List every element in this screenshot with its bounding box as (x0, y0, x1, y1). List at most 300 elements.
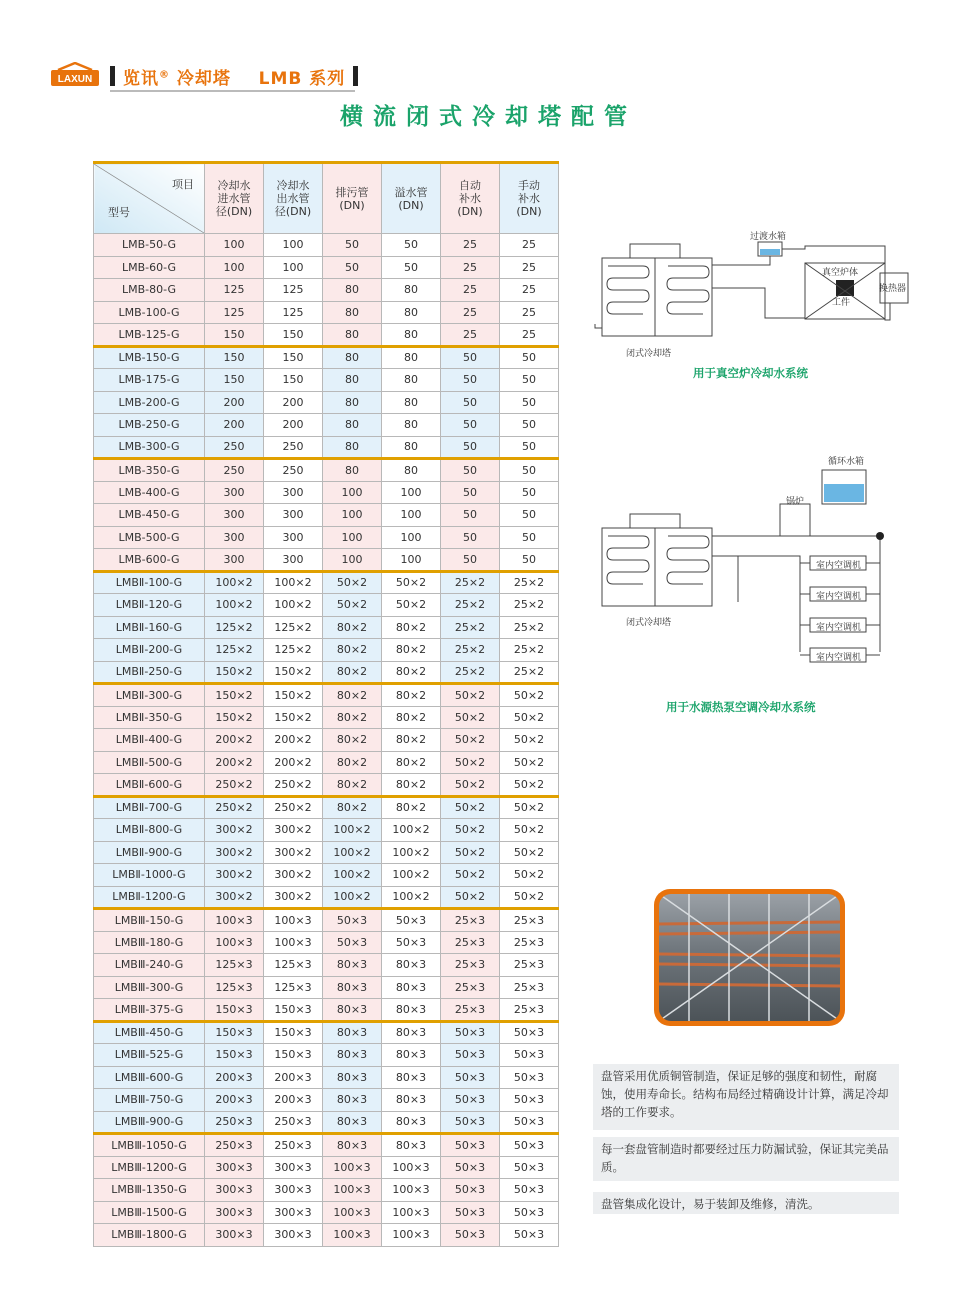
model-cell: LMBⅡ-1000-G (94, 864, 205, 887)
value-cell: 80 (323, 391, 382, 414)
value-cell: 50×3 (441, 1134, 500, 1157)
brand-heading (110, 62, 358, 90)
furnace-label: 真空炉体 (822, 268, 859, 278)
value-cell: 25 (441, 234, 500, 257)
table-row (94, 1201, 559, 1224)
model-cell: LMB-175-G (94, 369, 205, 392)
value-cell: 200×3 (205, 1066, 264, 1089)
value-cell: 50 (500, 459, 559, 482)
value-cell: 80×3 (323, 999, 382, 1022)
value-cell: 80×3 (323, 1134, 382, 1157)
model-cell: LMB-500-G (94, 526, 205, 549)
transition-tank-label: 过渡水箱 (750, 232, 787, 242)
table-row (94, 819, 559, 842)
value-cell: 125 (205, 279, 264, 302)
table-row (94, 504, 559, 527)
model-cell: LMBⅢ-450-G (94, 1021, 205, 1044)
value-cell: 25 (441, 279, 500, 302)
value-cell: 125×2 (264, 639, 323, 662)
value-cell: 100 (382, 526, 441, 549)
value-cell: 80×2 (323, 706, 382, 729)
value-cell: 100×2 (264, 571, 323, 594)
value-cell: 100×2 (264, 594, 323, 617)
value-cell: 125×3 (264, 954, 323, 977)
value-cell: 50×2 (441, 819, 500, 842)
value-cell: 200 (205, 414, 264, 437)
value-cell: 100 (323, 481, 382, 504)
corner-model-label: 型号 (108, 206, 130, 219)
value-cell: 125×3 (205, 954, 264, 977)
value-cell: 50×2 (441, 729, 500, 752)
note-coil-material: 盘管采用优质铜管制造，保证足够的强度和韧性，耐腐蚀，使用寿命长。结构布局经过精确设计计算，满足冷却塔的工作要求。 (593, 1064, 899, 1130)
model-cell: LMBⅢ-180-G (94, 931, 205, 954)
value-cell: 100 (205, 234, 264, 257)
value-cell: 50 (382, 256, 441, 279)
value-cell: 80×3 (323, 976, 382, 999)
model-cell: LMB-150-G (94, 346, 205, 369)
model-cell: LMBⅡ-800-G (94, 819, 205, 842)
value-cell: 125 (205, 301, 264, 324)
value-cell: 300 (205, 504, 264, 527)
table-row (94, 1021, 559, 1044)
brand-bar-right (353, 66, 358, 86)
value-cell: 200×2 (205, 729, 264, 752)
value-cell: 250×3 (205, 1134, 264, 1157)
brand-name: 览讯 (123, 68, 159, 89)
value-cell: 80 (323, 459, 382, 482)
value-cell: 125 (264, 301, 323, 324)
value-cell: 50×3 (441, 1021, 500, 1044)
value-cell: 250×2 (205, 774, 264, 797)
value-cell: 200 (264, 414, 323, 437)
value-cell: 50×3 (441, 1066, 500, 1089)
table-row (94, 369, 559, 392)
value-cell: 300 (264, 481, 323, 504)
table-row (94, 279, 559, 302)
ac-unit-label-3: 室内空调机 (816, 623, 862, 633)
value-cell: 80 (382, 436, 441, 459)
value-cell: 200 (264, 391, 323, 414)
value-cell: 250×3 (264, 1134, 323, 1157)
value-cell: 250 (205, 436, 264, 459)
value-cell: 100×3 (205, 931, 264, 954)
value-cell: 80×2 (323, 751, 382, 774)
heat-pump-diagram (590, 452, 920, 684)
value-cell: 300 (205, 549, 264, 572)
value-cell: 150 (264, 324, 323, 347)
value-cell: 80×2 (382, 751, 441, 774)
value-cell: 50 (441, 504, 500, 527)
value-cell: 50 (382, 234, 441, 257)
value-cell: 125 (264, 279, 323, 302)
value-cell: 80×3 (382, 1044, 441, 1067)
value-cell: 100 (205, 256, 264, 279)
model-cell: LMBⅡ-400-G (94, 729, 205, 752)
table-row (94, 256, 559, 279)
model-cell: LMBⅢ-525-G (94, 1044, 205, 1067)
coil-photo-image (659, 894, 840, 1021)
table-row (94, 234, 559, 257)
table-row (94, 931, 559, 954)
value-cell: 100 (323, 549, 382, 572)
value-cell: 50×2 (441, 706, 500, 729)
value-cell: 80×2 (382, 616, 441, 639)
value-cell: 50×3 (441, 1044, 500, 1067)
value-cell: 25×2 (441, 661, 500, 684)
value-cell: 100×3 (264, 931, 323, 954)
table-row (94, 549, 559, 572)
value-cell: 50×3 (441, 1179, 500, 1202)
value-cell: 50×2 (441, 684, 500, 707)
value-cell: 150×3 (205, 999, 264, 1022)
value-cell: 50 (500, 369, 559, 392)
value-cell: 100×2 (205, 571, 264, 594)
value-cell: 50 (441, 526, 500, 549)
value-cell: 80×2 (323, 774, 382, 797)
value-cell: 80×3 (382, 1066, 441, 1089)
table-row (94, 841, 559, 864)
value-cell: 25×3 (441, 931, 500, 954)
value-cell: 300×3 (205, 1156, 264, 1179)
column-header: 冷却水 进水管 径(DN) (205, 163, 264, 234)
value-cell: 50×2 (441, 751, 500, 774)
value-cell: 80×3 (382, 1089, 441, 1112)
value-cell: 25×3 (500, 954, 559, 977)
value-cell: 100×3 (323, 1201, 382, 1224)
value-cell: 100×2 (382, 841, 441, 864)
value-cell: 300 (264, 549, 323, 572)
model-cell: LMB-100-G (94, 301, 205, 324)
model-cell: LMBⅢ-1800-G (94, 1224, 205, 1247)
value-cell: 80×3 (382, 1111, 441, 1134)
corner-item-label: 项目 (172, 178, 194, 191)
model-cell: LMBⅢ-1350-G (94, 1179, 205, 1202)
value-cell: 125×3 (264, 976, 323, 999)
brand-text (115, 64, 353, 89)
value-cell: 125×3 (205, 976, 264, 999)
value-cell: 80×3 (323, 1089, 382, 1112)
value-cell: 300×3 (205, 1224, 264, 1247)
value-cell: 100×2 (382, 864, 441, 887)
model-cell: LMB-250-G (94, 414, 205, 437)
value-cell: 150 (205, 346, 264, 369)
table-row (94, 684, 559, 707)
table-row (94, 1044, 559, 1067)
column-header: 排污管 (DN) (323, 163, 382, 234)
value-cell: 300 (264, 504, 323, 527)
value-cell: 50 (441, 459, 500, 482)
value-cell: 50×2 (441, 796, 500, 819)
table-row (94, 1224, 559, 1247)
value-cell: 300×2 (264, 886, 323, 909)
value-cell: 80 (323, 324, 382, 347)
value-cell: 50 (323, 256, 382, 279)
value-cell: 50×3 (500, 1134, 559, 1157)
value-cell: 125×2 (205, 639, 264, 662)
laxun-logo (50, 62, 100, 88)
value-cell: 80×3 (382, 976, 441, 999)
value-cell: 80 (382, 279, 441, 302)
value-cell: 300×3 (264, 1224, 323, 1247)
value-cell: 150 (205, 324, 264, 347)
value-cell: 80×2 (323, 796, 382, 819)
value-cell: 80 (382, 346, 441, 369)
value-cell: 80×3 (323, 1111, 382, 1134)
table-row (94, 1089, 559, 1112)
value-cell: 150 (205, 369, 264, 392)
value-cell: 250×3 (205, 1111, 264, 1134)
model-cell: LMBⅢ-375-G (94, 999, 205, 1022)
model-cell: LMBⅡ-250-G (94, 661, 205, 684)
value-cell: 25×2 (441, 616, 500, 639)
heat-pump-schematic (590, 452, 920, 684)
value-cell: 80 (382, 459, 441, 482)
value-cell: 25×3 (441, 976, 500, 999)
value-cell: 50 (500, 436, 559, 459)
tower-label-1: 闭式冷却塔 (626, 349, 672, 359)
model-cell: LMBⅢ-150-G (94, 909, 205, 932)
value-cell: 300 (264, 526, 323, 549)
value-cell: 50×3 (441, 1089, 500, 1112)
value-cell: 250 (205, 459, 264, 482)
value-cell: 100×2 (323, 864, 382, 887)
model-cell: LMB-450-G (94, 504, 205, 527)
model-cell: LMBⅡ-600-G (94, 774, 205, 797)
table-row (94, 886, 559, 909)
value-cell: 50×3 (500, 1111, 559, 1134)
value-cell: 25 (500, 234, 559, 257)
value-cell: 80 (323, 279, 382, 302)
value-cell: 50 (323, 234, 382, 257)
value-cell: 100×2 (323, 886, 382, 909)
value-cell: 50×3 (500, 1021, 559, 1044)
value-cell: 100 (382, 481, 441, 504)
note-integrated-design: 盘管集成化设计，易于装卸及维修，清洗。 (593, 1192, 899, 1214)
table-row (94, 346, 559, 369)
value-cell: 50×3 (441, 1111, 500, 1134)
value-cell: 300×2 (264, 841, 323, 864)
value-cell: 50×2 (441, 886, 500, 909)
value-cell: 50 (441, 481, 500, 504)
vacuum-furnace-schematic (590, 228, 920, 363)
table-row (94, 706, 559, 729)
value-cell: 100×2 (382, 819, 441, 842)
value-cell: 25×2 (441, 639, 500, 662)
circulation-tank-label: 循环水箱 (828, 457, 865, 467)
value-cell: 50×2 (500, 751, 559, 774)
value-cell: 25×3 (500, 931, 559, 954)
value-cell: 50 (500, 526, 559, 549)
model-cell: LMBⅡ-300-G (94, 684, 205, 707)
value-cell: 100 (382, 549, 441, 572)
value-cell: 50×3 (500, 1201, 559, 1224)
table-row (94, 661, 559, 684)
note-pressure-test: 每一套盘管制造时都要经过压力防漏试验，保证其完美品质。 (593, 1137, 899, 1181)
table-row (94, 639, 559, 662)
table-row (94, 1179, 559, 1202)
value-cell: 25×2 (441, 594, 500, 617)
value-cell: 200 (205, 391, 264, 414)
corner-header (94, 163, 205, 234)
value-cell: 300×2 (205, 819, 264, 842)
value-cell: 150 (264, 346, 323, 369)
value-cell: 25 (500, 279, 559, 302)
table-row (94, 796, 559, 819)
table-row (94, 729, 559, 752)
value-cell: 300×3 (264, 1156, 323, 1179)
table-row (94, 301, 559, 324)
tower-label-2: 闭式冷却塔 (626, 618, 672, 628)
value-cell: 50×3 (500, 1089, 559, 1112)
value-cell: 100 (323, 526, 382, 549)
value-cell: 80 (382, 391, 441, 414)
value-cell: 50×2 (500, 706, 559, 729)
header-divider (110, 90, 355, 92)
value-cell: 25×2 (441, 571, 500, 594)
model-cell: LMB-80-G (94, 279, 205, 302)
vacuum-furnace-caption: 用于真空炉冷却水系统 (693, 366, 808, 380)
model-cell: LMBⅡ-100-G (94, 571, 205, 594)
column-header: 手动 补水 (DN) (500, 163, 559, 234)
value-cell: 150×3 (264, 1044, 323, 1067)
table-row (94, 414, 559, 437)
value-cell: 25 (441, 301, 500, 324)
value-cell: 150×3 (264, 1021, 323, 1044)
value-cell: 50×3 (382, 931, 441, 954)
value-cell: 50 (500, 391, 559, 414)
value-cell: 50×2 (500, 729, 559, 752)
value-cell: 80×2 (382, 729, 441, 752)
model-cell: LMBⅡ-200-G (94, 639, 205, 662)
table-row (94, 616, 559, 639)
value-cell: 50×2 (500, 886, 559, 909)
value-cell: 100×2 (323, 841, 382, 864)
value-cell: 300 (205, 526, 264, 549)
table-row (94, 526, 559, 549)
value-cell: 200×2 (205, 751, 264, 774)
value-cell: 80×3 (382, 999, 441, 1022)
value-cell: 80 (382, 369, 441, 392)
value-cell: 50 (500, 504, 559, 527)
table-row (94, 774, 559, 797)
value-cell: 50×2 (441, 864, 500, 887)
value-cell: 80×2 (382, 639, 441, 662)
exchanger-label: 换热器 (879, 284, 907, 294)
value-cell: 100×3 (323, 1179, 382, 1202)
value-cell: 50×3 (441, 1201, 500, 1224)
value-cell: 150×2 (205, 684, 264, 707)
value-cell: 50×2 (323, 594, 382, 617)
value-cell: 100×3 (205, 909, 264, 932)
value-cell: 25×2 (500, 661, 559, 684)
model-cell: LMBⅡ-120-G (94, 594, 205, 617)
value-cell: 125×2 (205, 616, 264, 639)
value-cell: 300×2 (205, 841, 264, 864)
model-cell: LMBⅢ-300-G (94, 976, 205, 999)
model-cell: LMBⅢ-750-G (94, 1089, 205, 1112)
column-header: 溢水管 (DN) (382, 163, 441, 234)
value-cell: 100×3 (382, 1179, 441, 1202)
value-cell: 50×2 (382, 594, 441, 617)
value-cell: 50×3 (500, 1179, 559, 1202)
value-cell: 25×3 (441, 909, 500, 932)
value-cell: 100 (323, 504, 382, 527)
value-cell: 80×2 (323, 684, 382, 707)
table-row (94, 571, 559, 594)
model-cell: LMBⅢ-1050-G (94, 1134, 205, 1157)
value-cell: 200×3 (205, 1089, 264, 1112)
page-title: 横流闭式冷却塔配管 (340, 104, 637, 130)
value-cell: 150×3 (264, 999, 323, 1022)
model-cell: LMBⅢ-900-G (94, 1111, 205, 1134)
value-cell: 50 (500, 346, 559, 369)
value-cell: 50×3 (500, 1044, 559, 1067)
workpiece-label: 工件 (832, 298, 851, 308)
vacuum-furnace-diagram (590, 228, 920, 363)
value-cell: 25×3 (441, 999, 500, 1022)
value-cell: 50×2 (500, 796, 559, 819)
table-header-row (94, 163, 559, 234)
table-row (94, 999, 559, 1022)
value-cell: 25×3 (500, 976, 559, 999)
value-cell: 300×3 (205, 1179, 264, 1202)
value-cell: 80×3 (323, 954, 382, 977)
value-cell: 80 (323, 346, 382, 369)
pipe-spec-table (93, 161, 559, 1247)
ac-unit-label-4: 室内空调机 (816, 653, 862, 663)
value-cell: 80×2 (323, 661, 382, 684)
value-cell: 150 (264, 369, 323, 392)
value-cell: 300×2 (205, 886, 264, 909)
table-row (94, 976, 559, 999)
value-cell: 100×3 (323, 1156, 382, 1179)
value-cell: 50×3 (441, 1224, 500, 1247)
value-cell: 150×3 (205, 1021, 264, 1044)
model-cell: LMB-125-G (94, 324, 205, 347)
value-cell: 300×2 (264, 819, 323, 842)
model-cell: LMBⅡ-700-G (94, 796, 205, 819)
value-cell: 50 (441, 436, 500, 459)
value-cell: 80×3 (323, 1066, 382, 1089)
table-row (94, 1156, 559, 1179)
value-cell: 50 (441, 346, 500, 369)
value-cell: 50×2 (500, 774, 559, 797)
value-cell: 25×2 (500, 571, 559, 594)
model-cell: LMB-50-G (94, 234, 205, 257)
value-cell: 250×3 (264, 1111, 323, 1134)
value-cell: 25×3 (500, 999, 559, 1022)
value-cell: 50×2 (500, 864, 559, 887)
value-cell: 50×3 (500, 1224, 559, 1247)
model-cell: LMBⅢ-600-G (94, 1066, 205, 1089)
value-cell: 150×3 (205, 1044, 264, 1067)
value-cell: 50×3 (323, 909, 382, 932)
registered-mark: ® (159, 68, 170, 80)
table-row (94, 864, 559, 887)
model-cell: LMB-300-G (94, 436, 205, 459)
table-row (94, 436, 559, 459)
table-row (94, 594, 559, 617)
value-cell: 80 (382, 301, 441, 324)
value-cell: 80×3 (382, 1021, 441, 1044)
column-header: 自动 补水 (DN) (441, 163, 500, 234)
value-cell: 80×3 (323, 1044, 382, 1067)
column-header: 冷却水 出水管 径(DN) (264, 163, 323, 234)
model-cell: LMB-200-G (94, 391, 205, 414)
value-cell: 300×3 (205, 1201, 264, 1224)
model-cell: LMBⅢ-1200-G (94, 1156, 205, 1179)
value-cell: 25 (500, 256, 559, 279)
